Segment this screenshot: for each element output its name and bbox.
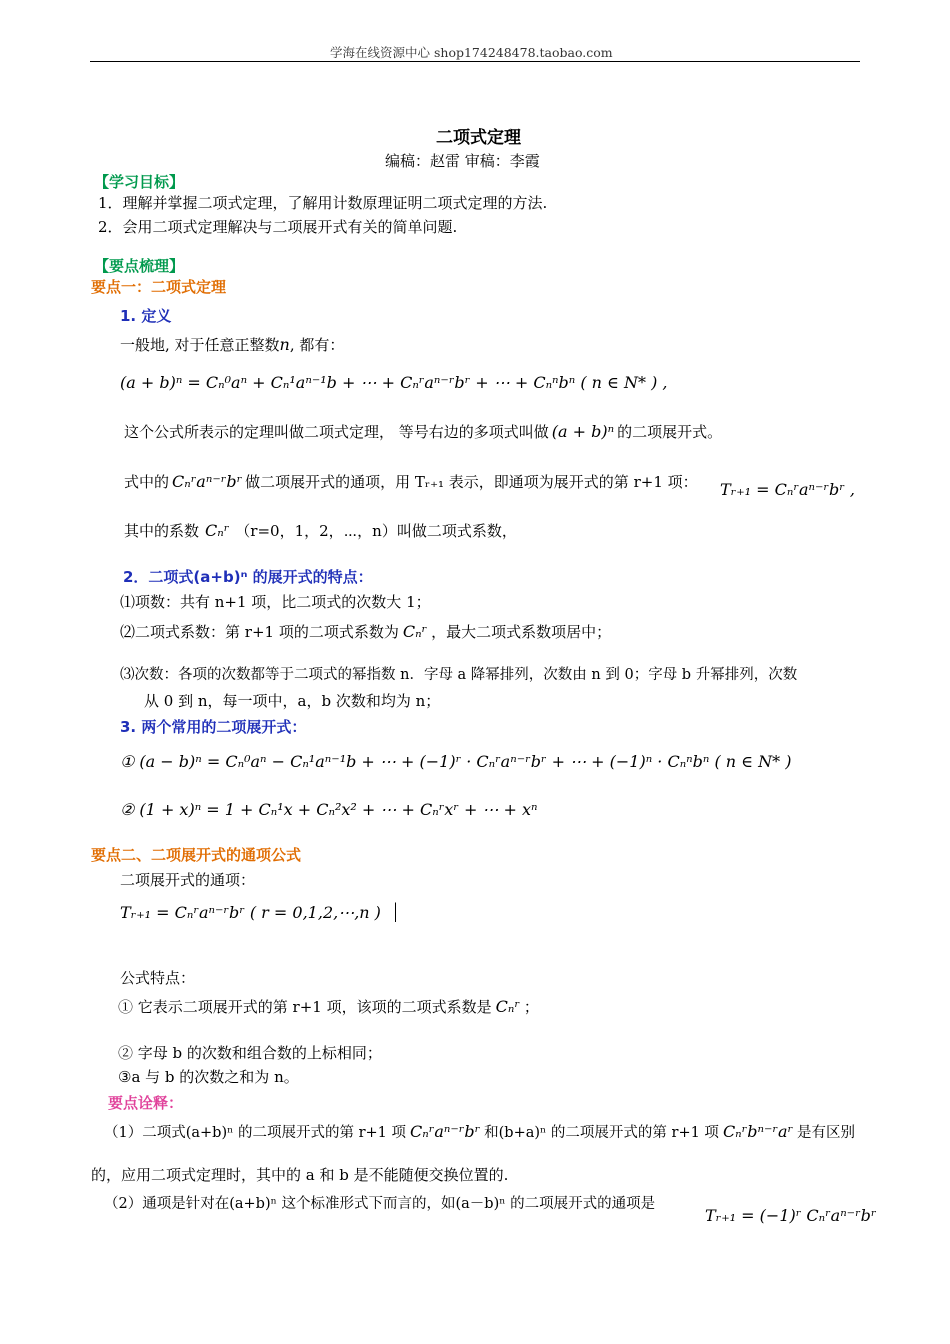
header-rule xyxy=(90,61,860,62)
expansion-one-plus-x: ② (1 + x)ⁿ = 1 + Cₙ¹x + Cₙ²x² + ⋯ + Cₙʳxʳ + ⋯ + xⁿ xyxy=(120,800,538,819)
page-header: 学海在线资源中心 shop174248478.taobao.com xyxy=(330,45,613,60)
formula-feature-item: ② 字母 b 的次数和组合数的上标相同； xyxy=(118,1044,382,1062)
point1-heading: 要点一：二项式定理 xyxy=(91,278,227,296)
binomial-theorem-formula: (a + b)ⁿ = Cₙ⁰aⁿ + Cₙ¹aⁿ⁻¹b + ⋯ + Cₙʳaⁿ⁻ʳbʳ + ⋯ + Cₙⁿbⁿ ( n ∈ N* ) , xyxy=(120,373,668,392)
point2-heading: 要点二、二项展开式的通项公式 xyxy=(91,846,302,864)
expansion-a-minus-b: ① (a − b)ⁿ = Cₙ⁰aⁿ − Cₙ¹aⁿ⁻¹b + ⋯ + (−1)ʳ · Cₙʳaⁿ⁻ʳbʳ + ⋯ + (−1)ⁿ · Cₙⁿbⁿ ( n ∈ N* ) xyxy=(120,752,792,771)
objective-item: 1．理解并掌握二项式定理，了解用计数原理证明二项式定理的方法. xyxy=(98,194,548,212)
note-general-term-formula: Tᵣ₊₁ = (−1)ʳ Cₙʳaⁿ⁻ʳbʳ xyxy=(705,1206,877,1225)
common-expansions-heading: 3. 两个常用的二项展开式： xyxy=(120,718,307,736)
formula-feature-item: ① 它表示二项展开式的第 r+1 项，该项的二项式系数是 Cₙʳ ； xyxy=(118,997,539,1016)
general-term-description: 式中的 Cₙʳaⁿ⁻ʳbʳ 做二项展开式的通项，用 Tᵣ₊₁ 表示，即通项为展开式的第 r+1 项： xyxy=(124,472,698,491)
general-term-formula-boxed: Tᵣ₊₁ = Cₙʳaⁿ⁻ʳbʳ ( r = 0,1,2,⋯,n ) xyxy=(120,902,396,922)
general-term-intro: 二项展开式的通项： xyxy=(120,871,256,889)
formula-feature-item: ③a 与 b 的次数之和为 n。 xyxy=(118,1068,299,1086)
objective-item: 2．会用二项式定理解决与二项展开式有关的简单问题. xyxy=(98,218,458,236)
theorem-description: 这个公式所表示的定理叫做二项式定理， 等号右边的多项式叫做 (a + b)ⁿ 的二项展开式。 xyxy=(124,422,723,441)
feature-item: ⑶次数：各项的次数都等于二项式的幂指数 n．字母 a 降幂排列，次数由 n 到 0；字母 b 升幂排列，次数 xyxy=(120,667,798,683)
note-item-continued: 的，应用二项式定理时，其中的 a 和 b 是不能随便交换位置的. xyxy=(91,1166,509,1184)
note-item: （2）通项是针对在(a+b)ⁿ 这个标准形式下而言的，如(a－b)ⁿ 的二项展开式的通项是 xyxy=(104,1196,656,1212)
definition-heading: 1. 定义 xyxy=(120,307,172,325)
feature-item-continued: 从 0 到 n，每一项中，a，b 次数和均为 n； xyxy=(144,692,441,710)
features-heading: 2．二项式(a+b)ⁿ 的展开式的特点： xyxy=(123,568,373,586)
formula-features-label: 公式特点： xyxy=(120,969,196,987)
notes-label: 要点诠释： xyxy=(108,1094,184,1112)
doc-editors: 编稿：赵雷 审稿：李霞 xyxy=(385,152,540,170)
binomial-coefficient-description: 其中的系数 Cₙʳ （r=0，1，2，⋯，n）叫做二项式系数， xyxy=(124,521,517,540)
general-term-formula: Tᵣ₊₁ = Cₙʳaⁿ⁻ʳbʳ , xyxy=(720,480,855,499)
definition-intro: 一般地, 对于任意正整数n, 都有： xyxy=(120,335,345,354)
objectives-label: 【学习目标】 xyxy=(94,173,185,191)
feature-item: ⑴项数：共有 n+1 项，比二项式的次数大 1； xyxy=(120,593,431,611)
doc-title: 二项式定理 xyxy=(436,128,521,148)
feature-item: ⑵二项式系数：第 r+1 项的二项式系数为 Cₙʳ ，最大二项式系数项居中； xyxy=(120,622,612,641)
summary-label: 【要点梳理】 xyxy=(94,257,185,275)
note-item: （1）二项式(a+b)ⁿ 的二项展开式的第 r+1 项 Cₙʳaⁿ⁻ʳbʳ 和(b+a)ⁿ 的二项展开式的第 r+1 项 Cₙʳbⁿ⁻ʳaʳ 是有区别 xyxy=(104,1122,856,1141)
